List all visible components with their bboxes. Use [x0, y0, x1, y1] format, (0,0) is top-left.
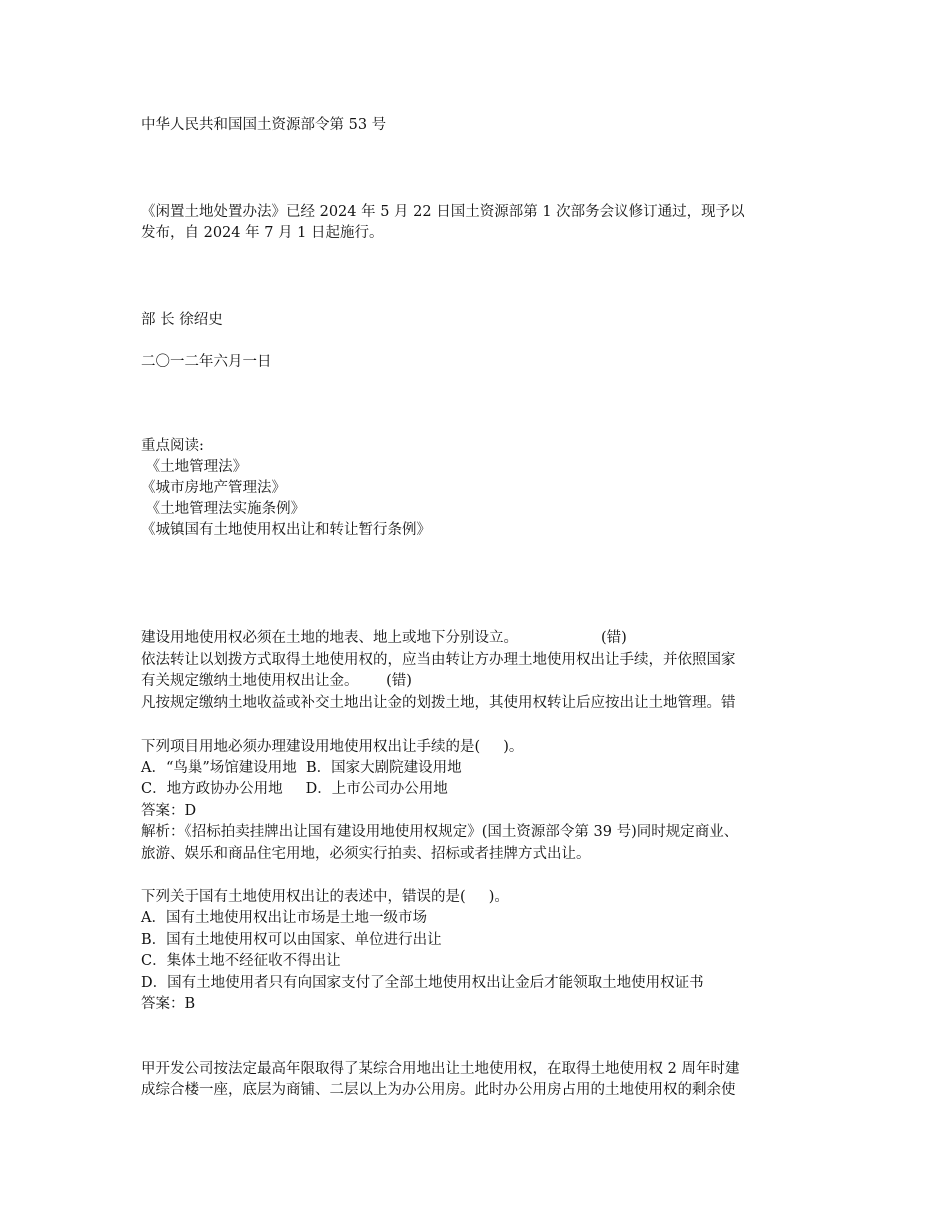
key-reading-item: 《土地管理法》	[141, 459, 248, 475]
key-reading-label: 重点阅读:	[141, 438, 204, 454]
true-false-item: 有关规定缴纳土地使用权出让金。 (错)	[141, 673, 412, 689]
question-option: D．国有土地使用者只有向国家支付了全部土地使用权出让金后才能领取土地使用权证书	[141, 975, 704, 991]
true-false-item: 建设用地使用权必须在土地的地表、地上或地下分别设立。 (错)	[141, 630, 627, 646]
true-false-item: 凡按规定缴纳土地收益或补交土地出让金的划拨土地，其使用权转让后应按出让土地管理。错	[141, 695, 736, 711]
order-title: 中华人民共和国国土资源部令第 53 号	[141, 117, 387, 133]
question-option: C．地方政协办公用地 D．上市公司办公用地	[141, 781, 448, 797]
minister-signature: 部 长 徐绍史	[141, 312, 223, 328]
question-analysis: 解析：《招标拍卖挂牌出让国有建设用地使用权规定》(国土资源部令第 39 号)同时规定商业、	[141, 824, 739, 840]
question-option: B．国有土地使用权可以由国家、单位进行出让	[141, 932, 442, 948]
key-reading-item: 《城市房地产管理法》	[141, 480, 286, 496]
announcement-line: 《闲置土地处置办法》已经 2024 年 5 月 22 日国土资源部第 1 次部务会议修订通过，现予以	[141, 204, 745, 220]
question-answer: 答案：B	[141, 996, 196, 1012]
issue-date: 二〇一二年六月一日	[141, 354, 272, 370]
question-stem: 甲开发公司按法定最高年限取得了某综合用地出让土地使用权，在取得土地使用权 2 周年时建	[141, 1061, 740, 1077]
question-analysis: 旅游、娱乐和商品住宅用地，必须实行拍卖、招标或者挂牌方式出让。	[141, 846, 591, 862]
announcement-line: 发布，自 2024 年 7 月 1 日起施行。	[141, 225, 384, 241]
question-option: A．“鸟巢”场馆建设用地 B．国家大剧院建设用地	[141, 760, 462, 776]
question-option: A．国有土地使用权出让市场是土地一级市场	[141, 910, 427, 926]
question-stem: 下列项目用地必须办理建设用地使用权出让手续的是( )。	[141, 739, 524, 755]
key-reading-item: 《城镇国有土地使用权出让和转让暂行条例》	[141, 522, 431, 538]
question-answer: 答案：D	[141, 803, 197, 819]
question-stem: 下列关于国有土地使用权出让的表述中，错误的是( )。	[141, 889, 509, 905]
question-stem: 成综合楼一座，底层为商铺、二层以上为办公用房。此时办公用房占用的土地使用权的剩余使	[141, 1082, 736, 1098]
key-reading-item: 《土地管理法实施条例》	[141, 501, 306, 517]
question-option: C．集体土地不经征收不得出让	[141, 953, 341, 969]
true-false-item: 依法转让以划拨方式取得土地使用权的，应当由转让方办理土地使用权出让手续，并依照国家	[141, 652, 736, 668]
